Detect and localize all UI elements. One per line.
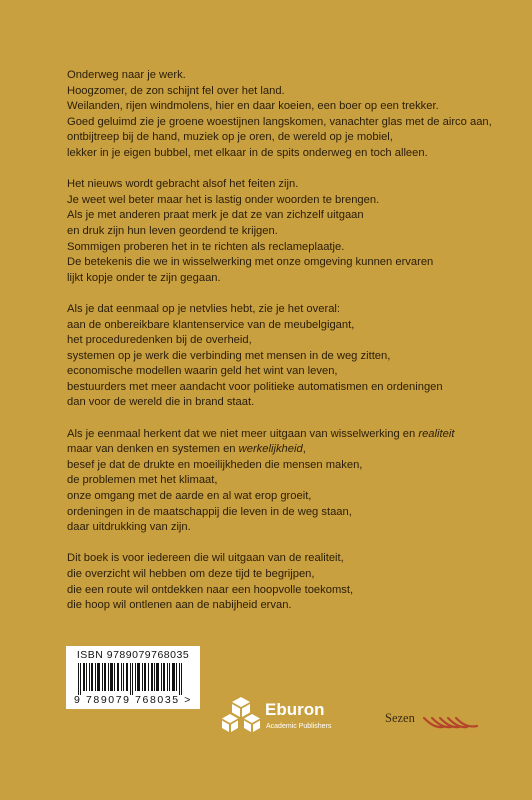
blurb-paragraph-5 xyxy=(67,551,517,613)
isbn-digits: 9 789079 768035 > xyxy=(74,694,192,706)
blurb-line: Dit boek is voor iedereen die wil uitgaan van de realiteit, xyxy=(67,552,344,565)
blurb-line: systemen op je werk die verbinding met mensen in de weg zitten, xyxy=(67,349,391,362)
blurb-line: aan de onbereikbare klantenservice van de meubelgigant, xyxy=(67,318,355,331)
blurb-line: lijkt kopje onder te zijn gegaan. xyxy=(67,271,221,284)
blurb-line: Hoogzomer, de zon schijnt fel over het land. xyxy=(67,84,285,97)
blurb-line: Het nieuws wordt gebracht alsof het feiten zijn. xyxy=(67,178,299,191)
blurb-line xyxy=(67,442,517,458)
blurb-line: lekker in je eigen bubbel, met elkaar in de spits onderweg en toch alleen. xyxy=(67,146,428,159)
publisher-name: Eburon xyxy=(265,700,325,719)
blurb-text: , xyxy=(302,443,306,456)
blurb-line: Als je dat eenmaal op je netvlies hebt, zie je het overal: xyxy=(67,302,341,315)
imprint-logo xyxy=(385,710,475,734)
isbn-label: ISBN 9789079768035 xyxy=(76,649,190,661)
blurb-paragraph-3 xyxy=(67,302,517,411)
blurb-emphasis: realiteit xyxy=(418,427,455,440)
blurb-line: die een route wil ontdekken naar een hoopvolle toekomst, xyxy=(67,583,354,596)
blurb-text: maar van denken en systemen en xyxy=(67,443,239,456)
blurb-line: daar uitdrukking van zijn. xyxy=(67,521,191,534)
back-cover-blurb xyxy=(67,68,517,629)
blurb-line: Als je met anderen praat merk je dat ze van zichzelf uitgaan xyxy=(67,209,364,222)
blurb-line: Sommigen proberen het in te richten als reclameplaatje. xyxy=(67,240,345,253)
blurb-line: dan voor de wereld die in brand staat. xyxy=(67,396,255,409)
cube-stack-logo-icon xyxy=(219,696,263,736)
blurb-line: die hoop wil ontlenen aan de nabijheid ervan. xyxy=(67,599,292,612)
blurb-line: Je weet wel beter maar het is lastig onder woorden te brengen. xyxy=(67,193,380,206)
blurb-line: De betekenis die we in wisselwerking met onze omgeving kunnen ervaren xyxy=(67,256,434,269)
blurb-line: de problemen met het klimaat, xyxy=(67,474,218,487)
publisher-logo xyxy=(219,696,349,736)
publisher-subtitle: Academic Publishers xyxy=(266,723,332,730)
barcode-bars-icon xyxy=(66,663,200,695)
blurb-line: economische modellen waarin geld het wint van leven, xyxy=(67,365,338,378)
blurb-paragraph-4 xyxy=(67,427,517,536)
imprint-name: Sezen xyxy=(385,711,415,725)
blurb-line: Weilanden, rijen windmolens, hier en daar koeien, een boer op een trekker. xyxy=(67,100,439,113)
blurb-paragraph-2 xyxy=(67,177,517,286)
wave-strokes-logo-icon xyxy=(423,713,479,733)
blurb-line: besef je dat de drukte en moeilijkheden die mensen maken, xyxy=(67,458,363,471)
isbn-barcode xyxy=(66,646,200,709)
blurb-line: het proceduredenken bij de overheid, xyxy=(67,334,252,347)
blurb-line: Onderweg naar je werk. xyxy=(67,69,186,81)
blurb-line: bestuurders met meer aandacht voor politieke automatismen en ordeningen xyxy=(67,380,443,393)
blurb-text: Als je eenmaal herkent dat we niet meer uitgaan van wisselwerking en xyxy=(67,427,419,440)
blurb-line: Goed geluimd zie je groene woestijnen langskomen, vanachter glas met de airco aan, xyxy=(67,115,492,128)
blurb-line xyxy=(67,427,517,443)
blurb-line: die overzicht wil hebben om deze tijd te begrijpen, xyxy=(67,568,315,580)
blurb-paragraph-1 xyxy=(67,68,517,162)
blurb-emphasis: werkelijkheid xyxy=(238,443,303,456)
blurb-line: ontbijtreep bij de hand, muziek op je oren, de wereld op je mobiel, xyxy=(67,131,393,144)
blurb-line: onze omgang met de aarde en al wat erop groeit, xyxy=(67,490,312,503)
blurb-line: ordeningen in de maatschappij die leven in de weg staan, xyxy=(67,505,352,518)
blurb-line: en druk zijn hun leven geordend te krijgen. xyxy=(67,224,278,237)
